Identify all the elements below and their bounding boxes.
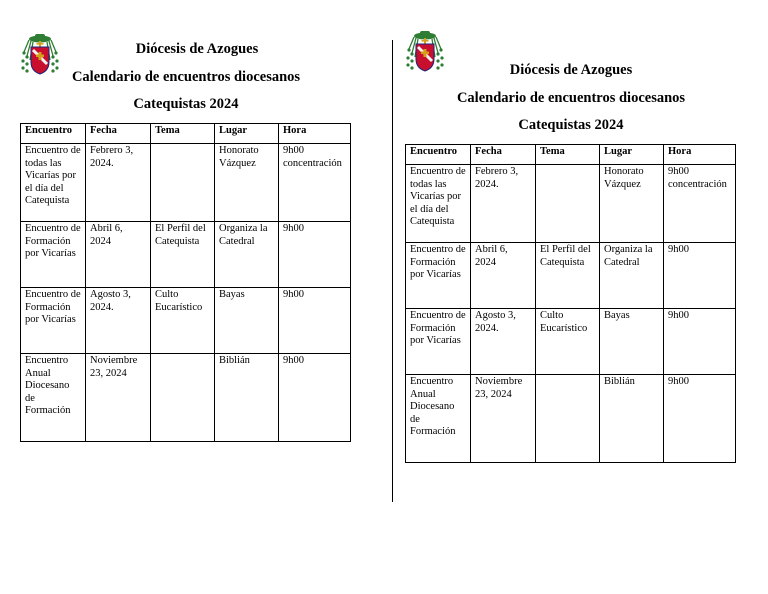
table-row bbox=[21, 144, 351, 222]
calendar-copy-left bbox=[20, 30, 352, 442]
table-row bbox=[406, 309, 736, 375]
cell-tema: El Perfil del Catequista bbox=[151, 222, 215, 288]
meetings-table bbox=[405, 144, 736, 463]
header bbox=[20, 30, 352, 123]
table-row bbox=[406, 165, 736, 243]
calendar-subtitle: Calendario de encuentros diocesanos bbox=[456, 89, 686, 106]
cell-hora: 9h00 bbox=[279, 222, 351, 288]
title-block bbox=[405, 61, 737, 144]
table-row bbox=[21, 222, 351, 288]
header bbox=[405, 27, 737, 144]
column-header-fecha: Fecha bbox=[86, 124, 151, 144]
cell-hora: 9h00 concentración bbox=[664, 165, 736, 243]
cell-fecha: Agosto 3, 2024. bbox=[471, 309, 536, 375]
cell-lugar: Bayas bbox=[600, 309, 664, 375]
diocese-title: Diócesis de Azogues bbox=[509, 62, 633, 78]
cell-hora: 9h00 bbox=[664, 243, 736, 309]
cell-fecha: Agosto 3, 2024. bbox=[86, 288, 151, 354]
calendar-copy-right bbox=[405, 27, 737, 463]
cell-lugar: Honorato Vázquez bbox=[215, 144, 279, 222]
cell-lugar: Biblián bbox=[215, 354, 279, 442]
cell-hora: 9h00 bbox=[664, 375, 736, 463]
column-header-tema: Tema bbox=[536, 145, 600, 165]
cell-fecha: Abril 6, 2024 bbox=[471, 243, 536, 309]
cell-lugar: Honorato Vázquez bbox=[600, 165, 664, 243]
diocese-title: Diócesis de Azogues bbox=[135, 41, 259, 57]
table-row bbox=[21, 288, 351, 354]
cell-hora: 9h00 concentración bbox=[279, 144, 351, 222]
table-row bbox=[21, 354, 351, 442]
calendar-subtitle: Calendario de encuentros diocesanos bbox=[71, 68, 301, 85]
cell-hora: 9h00 bbox=[664, 309, 736, 375]
cell-encuentro: Encuentro de Formación por Vicarías bbox=[406, 243, 471, 309]
column-header-fecha: Fecha bbox=[471, 145, 536, 165]
cell-tema bbox=[151, 144, 215, 222]
cell-fecha: Noviembre 23, 2024 bbox=[86, 354, 151, 442]
column-header-lugar: Lugar bbox=[600, 145, 664, 165]
cell-encuentro: Encuentro de todas las Vicarías por el día del Catequista bbox=[406, 165, 471, 243]
cell-encuentro: Encuentro de todas las Vicarías por el día del Catequista bbox=[21, 144, 86, 222]
cell-tema bbox=[536, 165, 600, 243]
column-header-lugar: Lugar bbox=[215, 124, 279, 144]
cell-encuentro: Encuentro de Formación por Vicarías bbox=[21, 222, 86, 288]
meetings-table bbox=[20, 123, 351, 442]
page-divider bbox=[392, 40, 393, 502]
table-row bbox=[406, 375, 736, 463]
cell-hora: 9h00 bbox=[279, 354, 351, 442]
cell-tema: El Perfil del Catequista bbox=[536, 243, 600, 309]
table-row bbox=[406, 243, 736, 309]
title-block bbox=[20, 40, 352, 123]
cell-fecha: Noviembre 23, 2024 bbox=[471, 375, 536, 463]
cell-fecha: Abril 6, 2024 bbox=[86, 222, 151, 288]
cell-tema: Culto Eucarístico bbox=[151, 288, 215, 354]
audience-title: Catequistas 2024 bbox=[133, 96, 239, 113]
table-header-row bbox=[406, 145, 736, 165]
table-header-row bbox=[21, 124, 351, 144]
cell-tema bbox=[536, 375, 600, 463]
column-header-hora: Hora bbox=[279, 124, 351, 144]
cell-lugar: Organiza la Catedral bbox=[215, 222, 279, 288]
cell-lugar: Bayas bbox=[215, 288, 279, 354]
cell-encuentro: Encuentro Anual Diocesano de Formación bbox=[406, 375, 471, 463]
cell-encuentro: Encuentro de Formación por Vicarías bbox=[406, 309, 471, 375]
cell-fecha: Febrero 3, 2024. bbox=[471, 165, 536, 243]
column-header-encuentro: Encuentro bbox=[21, 124, 86, 144]
column-header-tema: Tema bbox=[151, 124, 215, 144]
cell-encuentro: Encuentro Anual Diocesano de Formación bbox=[21, 354, 86, 442]
cell-tema: Culto Eucarístico bbox=[536, 309, 600, 375]
cell-encuentro: Encuentro de Formación por Vicarías bbox=[21, 288, 86, 354]
cell-lugar: Biblián bbox=[600, 375, 664, 463]
column-header-encuentro: Encuentro bbox=[406, 145, 471, 165]
cell-tema bbox=[151, 354, 215, 442]
cell-lugar: Organiza la Catedral bbox=[600, 243, 664, 309]
cell-fecha: Febrero 3, 2024. bbox=[86, 144, 151, 222]
cell-hora: 9h00 bbox=[279, 288, 351, 354]
audience-title: Catequistas 2024 bbox=[518, 117, 624, 134]
column-header-hora: Hora bbox=[664, 145, 736, 165]
